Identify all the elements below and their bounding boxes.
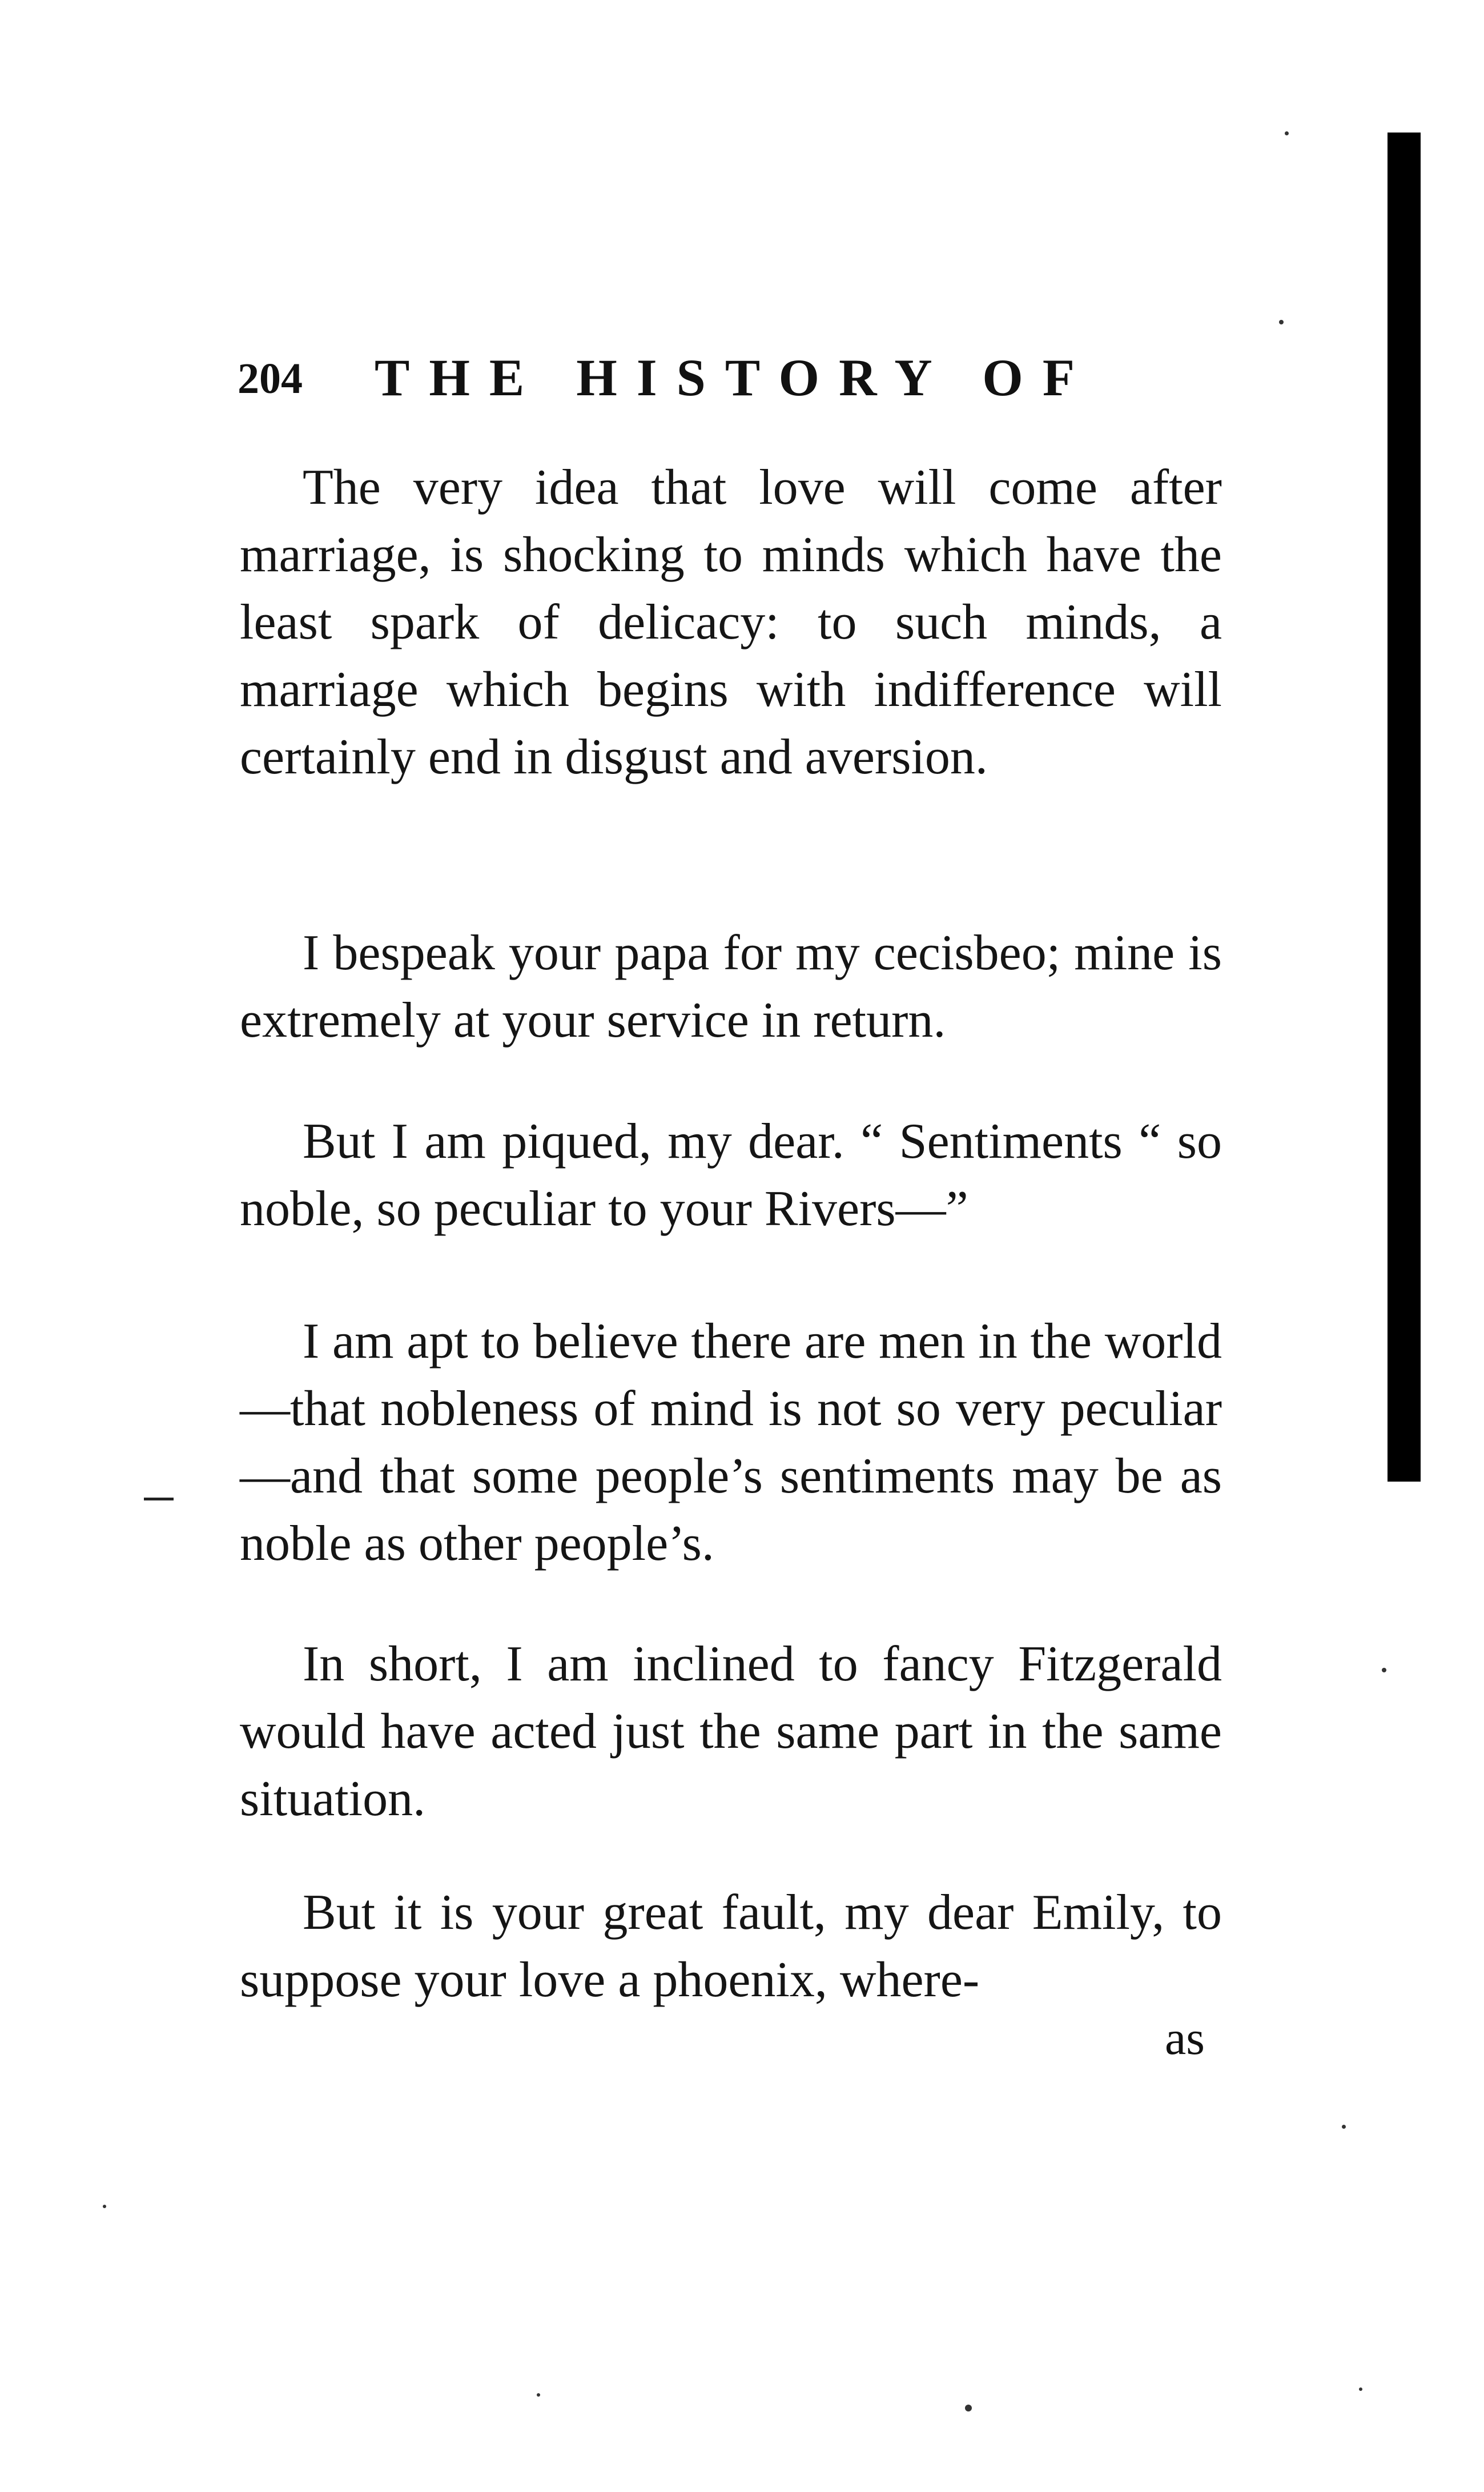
margin-mark <box>144 1498 174 1500</box>
paragraph-3 <box>240 1108 1222 1243</box>
print-speck <box>1359 2387 1362 2391</box>
print-speck <box>1342 2125 1346 2129</box>
page-number: 204 <box>238 355 303 403</box>
paragraph-2-text: I bespeak your papa for my cecisbeo; mine is extremely at your service in return. <box>240 925 1222 1048</box>
page-header <box>238 347 1237 410</box>
print-speck <box>103 2205 106 2208</box>
print-speck <box>1279 320 1284 324</box>
paragraph-5 <box>240 1631 1222 1833</box>
paragraph-1-text: The very idea that love will come after marriage, is shocking to minds which have the least spark of delicacy: to such minds, a marriage which begins with indifference will certainly end in disgust and aversion. <box>240 460 1222 785</box>
catchword: as <box>1165 2012 1205 2065</box>
running-title: THE HISTORY OF <box>375 348 1095 407</box>
paragraph-5-text: In short, I am inclined to fancy Fitzgerald would have acted just the same part in the same situation. <box>240 1636 1222 1827</box>
print-speck <box>965 2405 972 2411</box>
paragraph-4 <box>240 1308 1222 1578</box>
print-speck <box>1382 1668 1386 1672</box>
print-speck <box>1285 131 1289 135</box>
paragraph-6-text: But it is your great fault, my dear Emily, to suppose your love a phoenix, where- <box>240 1885 1222 2008</box>
print-speck <box>537 2393 540 2397</box>
paragraph-6 <box>240 1879 1222 2014</box>
paragraph-2 <box>240 920 1222 1054</box>
page-edge-shadow <box>1388 133 1421 1482</box>
paragraph-1 <box>240 454 1222 791</box>
paragraph-3-text: But I am piqued, my dear. “ Sentiments “ so noble, so peculiar to your Rivers—” <box>240 1114 1222 1237</box>
paragraph-4-text: I am apt to believe there are men in the world—that nobleness of mind is not so very peculiar—and that some people’s sentiments may be as noble as other people’s. <box>240 1314 1222 1571</box>
